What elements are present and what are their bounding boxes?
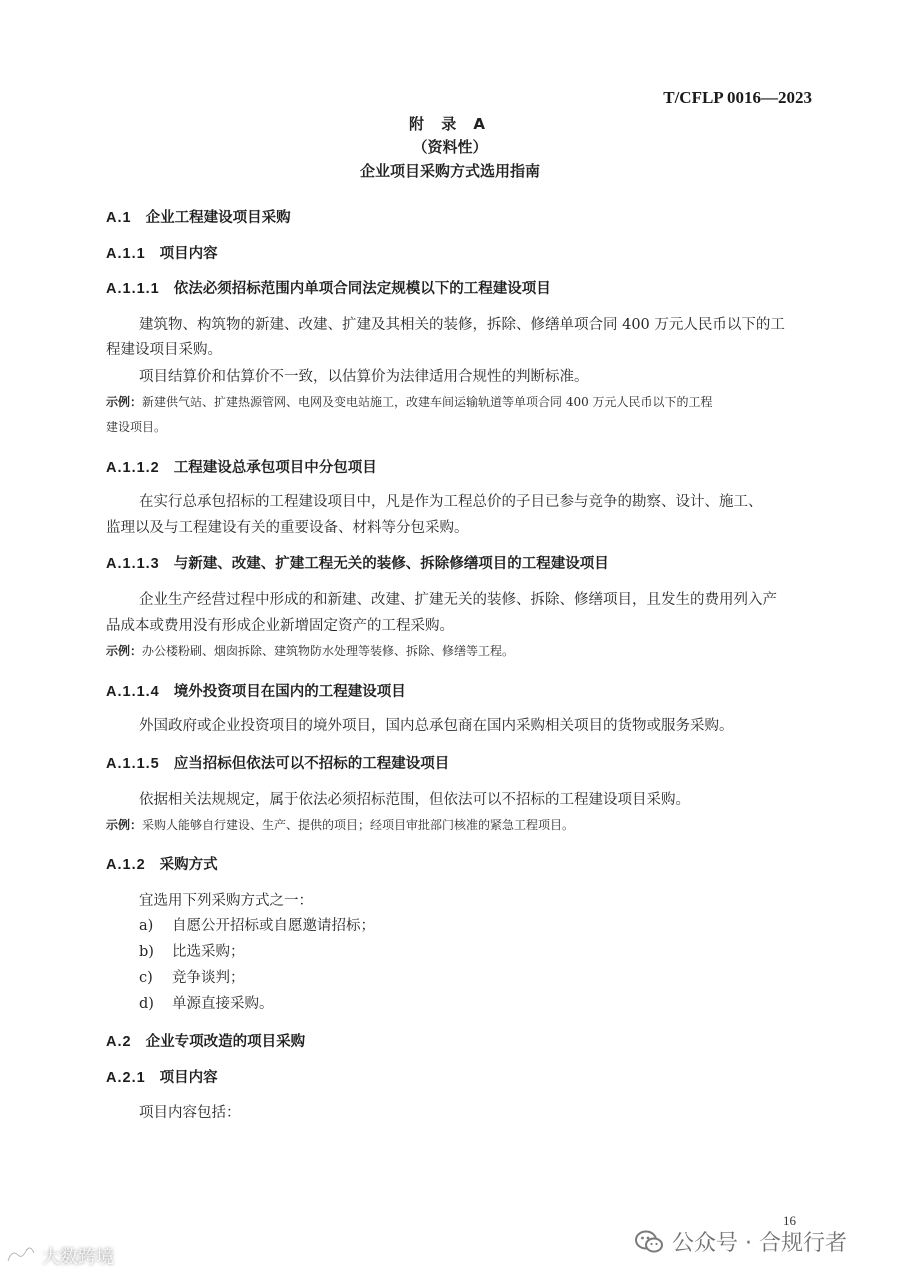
heading-a1-1-5	[106, 752, 449, 773]
heading-a2-1	[106, 1066, 218, 1087]
heading-title: 项目内容	[159, 1070, 218, 1086]
heading-number: A.1.1	[106, 246, 146, 262]
heading-title: 项目内容	[159, 246, 218, 262]
example-line: 建设项目。	[106, 420, 167, 434]
heading-a1-2	[106, 853, 218, 874]
paragraph-line: 依据相关法规规定，属于依法必须招标范围，但依法可以不招标的工程建设项目采购。	[139, 792, 690, 808]
list-marker: a)	[139, 918, 154, 934]
paragraph-line: 企业生产经营过程中形成的和新建、改建、扩建无关的装修、拆除、修缮项目，且发生的费用列入产	[139, 592, 777, 608]
example-text: 新建供气站、扩建热源管网、电网及变电站施工，改建车间运输轨道等单项合同 400 万元人民币以下的工程	[142, 395, 713, 409]
example-line	[106, 642, 514, 659]
heading-number: A.1.1.1	[106, 281, 160, 297]
heading-number: A.1.1.2	[106, 460, 160, 476]
list-text: 竞争谈判；	[172, 970, 245, 986]
watermark-text: 公众号 · 合规行者	[672, 1231, 847, 1256]
heading-title: 企业工程建设项目采购	[145, 210, 291, 226]
heading-a1-1-2	[106, 456, 377, 477]
heading-a1-1-3	[106, 552, 609, 573]
list-marker: c)	[139, 970, 153, 986]
watermark-right	[634, 1226, 847, 1257]
heading-number: A.1.1.4	[106, 684, 160, 700]
paragraph-line: 项目内容包括：	[139, 1105, 241, 1121]
paragraph-line: 在实行总承包招标的工程建设项目中，凡是作为工程总价的子目已参与竞争的勘察、设计、施工、	[139, 494, 763, 510]
list-text: 比选采购；	[172, 944, 245, 960]
heading-title: 采购方式	[159, 857, 218, 873]
paragraph-line: 品成本或费用没有形成企业新增固定资产的工程采购。	[106, 618, 454, 634]
heading-title: 应当招标但依法可以不招标的工程建设项目	[173, 756, 450, 772]
list-item	[139, 940, 245, 961]
example-label: 示例：	[106, 818, 143, 832]
brand-logo-icon	[4, 1245, 38, 1267]
paragraph-line: 宜选用下列采购方式之一：	[139, 893, 313, 909]
paragraph-line: 监理以及与工程建设有关的重要设备、材料等分包采购。	[106, 520, 469, 536]
heading-a2	[106, 1030, 305, 1051]
heading-a1-1-1	[106, 277, 551, 298]
paragraph-line: 建筑物、构筑物的新建、改建、扩建及其相关的装修，拆除、修缮单项合同 400 万元人民币以下的工	[139, 317, 785, 333]
paragraph-line: 项目结算价和估算价不一致，以估算价为法律适用合规性的判断标准。	[139, 369, 589, 385]
list-item	[139, 914, 375, 935]
heading-a1-1	[106, 242, 218, 263]
example-text: 采购人能够自行建设、生产、提供的项目；经项目审批部门核准的紧急工程项目。	[142, 818, 575, 832]
example-label: 示例：	[106, 395, 143, 409]
list-item	[139, 966, 245, 987]
heading-number: A.1.1.5	[106, 756, 160, 772]
page-number: 16	[783, 1213, 796, 1228]
annex-type: （资料性）	[412, 138, 488, 156]
heading-title: 依法必须招标范围内单项合同法定规模以下的工程建设项目	[173, 281, 551, 297]
heading-number: A.1.2	[106, 857, 146, 873]
heading-title: 工程建设总承包项目中分包项目	[173, 460, 377, 476]
heading-number: A.2.1	[106, 1070, 146, 1086]
list-text: 单源直接采购。	[172, 996, 274, 1012]
paragraph-line: 外国政府或企业投资项目的境外项目，国内总承包商在国内采购相关项目的货物或服务采购。	[139, 718, 734, 734]
paragraph-line: 程建设项目采购。	[106, 342, 222, 358]
example-text: 办公楼粉刷、烟囱拆除、建筑物防水处理等装修、拆除、修缮等工程。	[142, 644, 515, 658]
watermark-left	[4, 1243, 114, 1269]
heading-title: 与新建、改建、扩建工程无关的装修、拆除修缮项目的工程建设项目	[173, 556, 609, 572]
heading-number: A.1.1.3	[106, 556, 160, 572]
list-text: 自愿公开招标或自愿邀请招标；	[172, 918, 375, 934]
list-item	[139, 992, 274, 1013]
heading-a1-1-4	[106, 680, 406, 701]
heading-title: 境外投资项目在国内的工程建设项目	[173, 684, 406, 700]
annex-title: 企业项目采购方式选用指南	[359, 162, 540, 180]
wechat-icon	[634, 1229, 664, 1255]
example-line	[106, 393, 713, 410]
example-label: 示例：	[106, 644, 143, 658]
annex-label: 附 录 A	[408, 115, 492, 133]
list-marker: b)	[139, 944, 154, 960]
heading-number: A.2	[106, 1034, 132, 1050]
heading-title: 企业专项改造的项目采购	[145, 1034, 306, 1050]
standard-code: T/CFLP 0016—2023	[663, 88, 812, 107]
watermark-text: 大数跨境	[42, 1247, 114, 1268]
example-line	[106, 816, 574, 833]
heading-number: A.1	[106, 210, 132, 226]
heading-a1	[106, 206, 291, 227]
list-marker: d)	[139, 996, 154, 1012]
